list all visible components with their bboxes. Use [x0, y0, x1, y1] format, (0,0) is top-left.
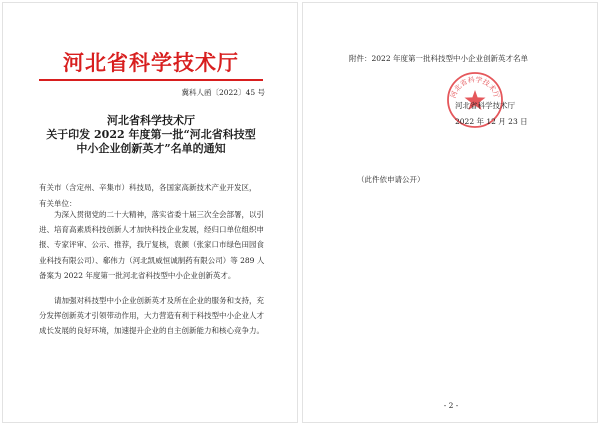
page-1: [2, 2, 298, 423]
letterhead-red-rule: [39, 79, 263, 81]
body-paragraph: 为深入贯彻党的二十大精神，落实省委十届三次全会部署，以引进、培育高素质科技创新人才加快科技企业发展，经归口单位组织申报、专家评审、公示、推荐，我厅复核，袁颜（张家口市绿色田园食业科技有限公司）、郗伟力（河北凯威恒诚制药有限公司）等 289 人备案为 2022 年度第一批河北省科技型中小企业创新英才。: [39, 210, 265, 280]
page-2: [302, 2, 598, 423]
issuing-authority: 河北省科学技术厅: [455, 101, 515, 110]
document-title: [33, 114, 269, 156]
title-line: 中小企业创新英才”名单的通知: [76, 142, 226, 155]
title-line: 关于印发 2022 年度第一批“河北省科技型: [46, 128, 256, 141]
addressee-line: 有关市（含定州、辛集市）科技局，各国家高新技术产业开发区，: [39, 183, 257, 192]
addressee-line: 有关单位：: [39, 198, 77, 208]
disclosure-note: （此件依申请公开）: [357, 175, 425, 184]
body-paragraph: 请加强对科技型中小企业创新英才及所在企业的服务和支持，充分发挥创新英才引领带动作用，大力营造有利于科技型中小企业人才成长发展的良好环境，加速提升企业的自主创新能力和核心竞争力。: [39, 296, 264, 336]
document-body: [39, 207, 265, 339]
letterhead: 河北省科学技术厅: [63, 50, 239, 75]
page-number: - 2 -: [443, 401, 459, 410]
seal-arc-text: 河北省科学技术厅: [449, 75, 501, 100]
title-line: 河北省科学技术厅: [107, 114, 195, 127]
attachment-title: 附件：2022 年度第一批科技型中小企业创新英才名单: [349, 54, 528, 63]
issue-date: 2022 年 12 月 23 日: [455, 117, 528, 126]
document-number: 冀科人函〔2022〕45 号: [181, 88, 265, 97]
